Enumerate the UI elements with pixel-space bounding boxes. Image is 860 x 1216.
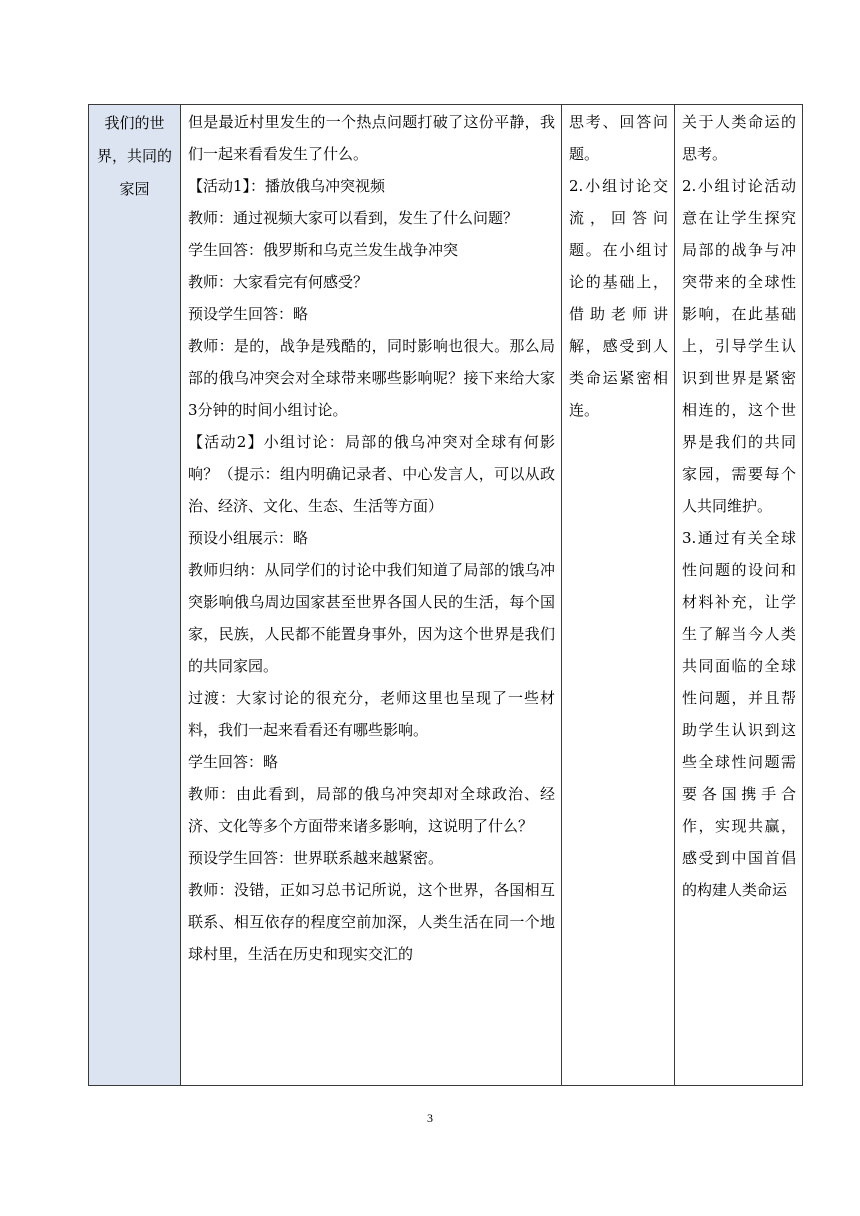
process-paragraph: 教师归纳：从同学们的讨论中我们知道了局部的饿乌冲突影响俄乌周边国家甚至世界各国人民的生活，每个国家，民族，人民都不能置身事外，因为这个世界是我们的共同家园。 — [188, 561, 555, 675]
student-activity-cell — [562, 105, 675, 1086]
section-cell — [89, 105, 181, 1086]
process-paragraph: 教师：没错，正如习总书记所说，这个世界，各国相互联系、相互依存的程度空前加深，人类生活在同一个地球村里，生活在历史和现实交汇的 — [188, 881, 555, 963]
design-intent-cell — [675, 105, 803, 1086]
table-row — [89, 105, 803, 1086]
process-paragraph: 教师：是的，战争是残酷的，同时影响也很大。那么局部的俄乌冲突会对全球带来哪些影响呢？接下来给大家3分钟的时间小组讨论。 — [188, 337, 555, 419]
process-paragraph: 【活动2】小组讨论：局部的俄乌冲突对全球有何影响？（提示：组内明确记录者、中心发言人，可以从政治、经济、文化、生态、生活等方面） — [188, 433, 555, 515]
process-paragraph: 预设小组展示：略 — [188, 529, 309, 547]
lesson-plan-table — [88, 104, 803, 1086]
process-paragraph: 但是最近村里发生的一个热点问题打破了这份平静，我们一起来看看发生了什么。 — [188, 113, 555, 163]
teaching-process-cell — [181, 105, 562, 1086]
process-paragraph: 预设学生回答：略 — [188, 305, 309, 323]
student-activity-paragraph: 2.小组讨论交流，回答问题。在小组讨论的基础上，借助老师讲解，感受到人类命运紧密相连。 — [569, 177, 668, 419]
process-paragraph: 学生回答：俄罗斯和乌克兰发生战争冲突 — [188, 241, 459, 259]
process-paragraph: 预设学生回答：世界联系越来越紧密。 — [188, 849, 444, 867]
page-number: 3 — [427, 1111, 433, 1125]
process-paragraph: 过渡：大家讨论的很充分，老师这里也呈现了一些材料，我们一起来看看还有哪些影响。 — [188, 689, 555, 739]
design-intent-paragraph: 关于人类命运的思考。 — [682, 113, 796, 163]
section-title: 我们的世界，共同的家园 — [97, 114, 173, 198]
process-paragraph: 【活动1】：播放俄乌冲突视频 — [188, 177, 386, 195]
process-paragraph: 学生回答：略 — [188, 753, 279, 771]
process-paragraph: 教师：由此看到，局部的俄乌冲突却对全球政治、经济、文化等多个方面带来诸多影响，这说明了什么？ — [188, 785, 555, 835]
design-intent-paragraph: 2.小组讨论活动意在让学生探究局部的战争与冲突带来的全球性影响，在此基础上，引导学生认识到世界是紧密相连的，这个世界是我们的共同家园，需要每个人共同维护。 — [682, 177, 796, 515]
process-paragraph: 教师：大家看完有何感受？ — [188, 273, 369, 291]
student-activity-paragraph: 思考、回答问题。 — [569, 113, 668, 163]
design-intent-paragraph: 3.通过有关全球性问题的设问和材料补充，让学生了解当今人类共同面临的全球性问题，并且帮助学生认识到这些全球性问题需要各国携手合作，实现共赢，感受到中国首倡的构建人类命运 — [682, 529, 796, 899]
process-paragraph: 教师：通过视频大家可以看到，发生了什么问题？ — [188, 209, 519, 227]
